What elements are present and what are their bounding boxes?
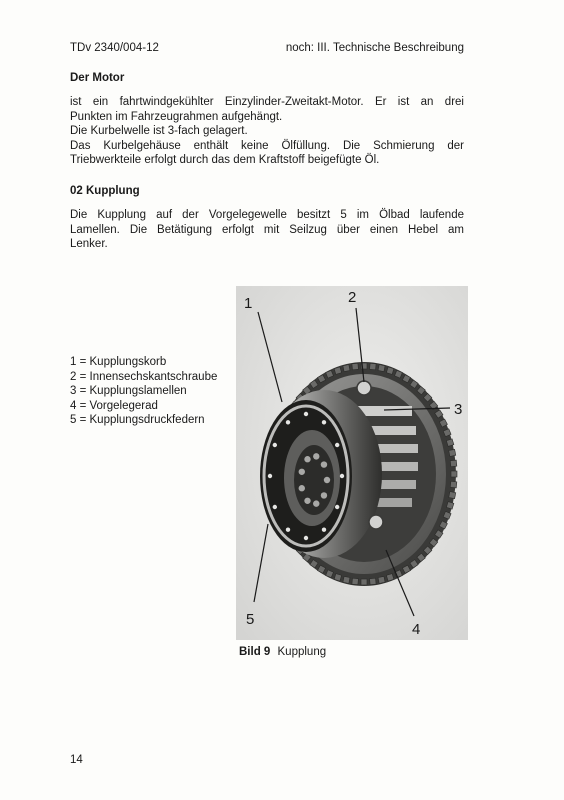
rivet — [335, 505, 339, 509]
gear-tooth — [352, 578, 359, 585]
section-heading: noch: III. Technische Beschreibung — [285, 42, 464, 54]
kupplung-title: 02 Kupplung — [70, 185, 140, 197]
page-number: 14 — [70, 754, 83, 766]
text-line: Lamellen. Die Betätigung erfolgt mit Seilzug über einen Hebel am — [70, 223, 464, 236]
pressure-spring — [299, 469, 305, 475]
caption-label: Bild 9 — [239, 646, 271, 658]
rivet — [335, 443, 339, 447]
gear-tooth — [378, 576, 385, 583]
gear-tooth — [370, 363, 377, 370]
callout-2: 2 — [348, 289, 357, 306]
text-line: Das Kurbelgehäuse enthält keine Ölfüllung. Die Schmierung der — [70, 139, 464, 152]
rivet — [322, 420, 326, 424]
motor-paragraph — [70, 95, 464, 168]
pressure-spring — [299, 485, 305, 491]
gear-tooth — [334, 574, 341, 581]
gear-tooth — [449, 492, 456, 499]
callout-5: 5 — [246, 611, 255, 628]
text-line: Triebwerkteile erfolgt durch das dem Kraftstoff beigefügte Öl. — [70, 154, 380, 166]
gear-tooth — [446, 502, 453, 509]
rivet — [273, 505, 277, 509]
callout-3: 3 — [454, 401, 463, 418]
gear-tooth — [370, 578, 377, 585]
gear-tooth — [378, 365, 385, 372]
legend-item: 5 = Kupplungsdruckfedern — [70, 414, 205, 426]
rivet — [340, 474, 344, 478]
legend-item: 1 = Kupplungskorb — [70, 356, 167, 368]
hex-bolt — [369, 515, 383, 529]
pressure-spring — [313, 453, 319, 459]
rivet — [268, 474, 272, 478]
clutch-photo-figure — [236, 286, 468, 640]
pressure-spring — [324, 477, 330, 483]
rivet — [304, 536, 308, 540]
legend-item: 2 = Innensechskantschraube — [70, 370, 218, 383]
gear-tooth — [352, 363, 359, 370]
rivet — [304, 412, 308, 416]
rivet — [286, 527, 290, 531]
hex-bolt — [357, 381, 371, 395]
legend-item: 4 = Vorgelegerad — [70, 399, 158, 412]
rivet — [286, 420, 290, 424]
pressure-spring — [321, 492, 327, 498]
text-line: Die Kupplung auf der Vorgelegewelle besitzt 5 im Ölbad laufende — [70, 209, 464, 221]
figure-legend — [70, 355, 217, 428]
callout-1: 1 — [244, 295, 253, 312]
caption-text: Kupplung — [277, 646, 327, 658]
legend-item: 3 = Kupplungslamellen — [70, 385, 187, 397]
pressure-spring — [321, 461, 327, 467]
rivet — [322, 527, 326, 531]
gear-tooth — [451, 471, 457, 477]
pressure-spring — [313, 500, 319, 506]
gear-tooth — [450, 481, 457, 488]
figure-caption — [239, 646, 326, 658]
gear-tooth — [446, 439, 453, 446]
callout-4: 4 — [412, 621, 421, 638]
motor-title: Der Motor — [70, 72, 125, 84]
gear-tooth — [334, 367, 341, 374]
text-line: Punkten im Fahrzeugrahmen aufgehängt. — [70, 110, 283, 123]
gear-tooth — [386, 574, 393, 581]
pressure-spring — [304, 456, 310, 462]
text-line: Die Kurbelwelle ist 3-fach gelagert. — [70, 125, 248, 137]
gear-tooth — [450, 460, 457, 467]
gear-tooth — [343, 576, 350, 583]
text-line: ist ein fahrtwindgekühlter Einzylinder-Zweitakt-Motor. Er ist an drei — [70, 96, 464, 108]
gear-tooth — [449, 449, 456, 456]
rivet — [273, 443, 277, 447]
pressure-spring — [304, 498, 310, 504]
gear-tooth — [386, 367, 393, 374]
kupplung-paragraph — [70, 208, 464, 252]
document-id: TDv 2340/004-12 — [70, 42, 159, 54]
text-line: Lenker. — [70, 238, 108, 250]
gear-tooth — [343, 365, 350, 372]
clutch-illustration — [236, 286, 468, 640]
gear-tooth — [361, 579, 367, 585]
